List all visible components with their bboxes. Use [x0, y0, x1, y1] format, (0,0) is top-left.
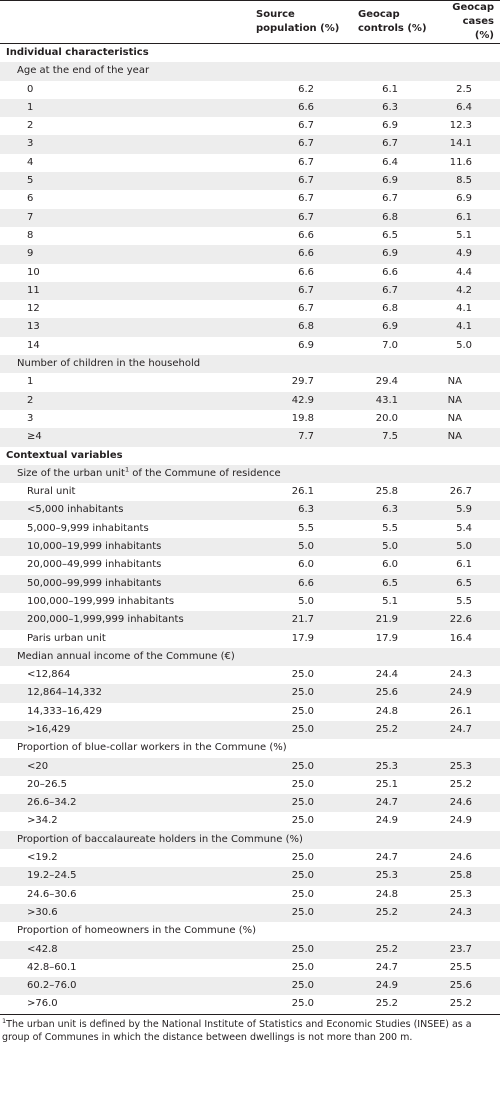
table-header — [0, 1, 500, 44]
geocap-controls-value: 25.3 — [342, 867, 430, 885]
table-row — [0, 520, 500, 538]
row-label: 26.6–34.2 — [0, 794, 248, 812]
table-row — [0, 227, 500, 245]
geocap-controls-value: 6.0 — [382, 559, 398, 571]
source-population-value: 25.0 — [248, 995, 342, 1014]
source-population-value: 25.0 — [291, 778, 314, 790]
source-population-value: 6.9 — [298, 339, 314, 351]
geocap-cases-value: 6.4 — [430, 99, 500, 117]
row-label: >76.0 — [0, 995, 248, 1014]
source-population-value: 25.0 — [291, 961, 314, 973]
source-population-value: 25.0 — [248, 684, 342, 702]
table-row — [0, 630, 500, 648]
table-row — [0, 941, 500, 959]
subheading-row — [0, 922, 500, 940]
geocap-cases-value: 14.1 — [430, 135, 500, 153]
source-population-value: 26.1 — [291, 486, 314, 498]
table-row — [0, 684, 500, 702]
table-row — [0, 264, 500, 282]
source-population-value: 6.7 — [298, 156, 314, 168]
geocap-controls-value: 25.1 — [375, 778, 398, 790]
geocap-controls-value: 6.7 — [342, 282, 430, 300]
source-population-value: 25.0 — [248, 758, 342, 776]
row-label: 4 — [27, 156, 34, 168]
table-row — [0, 812, 500, 830]
geocap-cases-value: 4.2 — [430, 282, 500, 300]
table-row — [0, 245, 500, 263]
geocap-controls-value: 24.4 — [375, 669, 398, 681]
geocap-cases-value: 26.7 — [449, 486, 472, 498]
source-population-value: 25.0 — [291, 888, 314, 900]
table-row — [0, 849, 500, 867]
table-row — [0, 593, 500, 611]
geocap-controls-value: 6.1 — [382, 83, 398, 95]
source-population-value: 25.0 — [248, 904, 342, 922]
source-population-value: 6.6 — [248, 245, 342, 263]
table-row — [0, 867, 500, 885]
geocap-controls-value: 6.8 — [342, 209, 430, 227]
geocap-controls-value: 29.4 — [375, 376, 398, 388]
geocap-controls-value: 7.0 — [382, 339, 398, 351]
header-geocap-cases: Geocap cases (%) — [430, 1, 500, 44]
geocap-cases-value: 25.3 — [430, 758, 500, 776]
geocap-cases-value: 4.9 — [430, 245, 500, 263]
row-label: 9 — [0, 245, 248, 263]
geocap-controls-value: 25.3 — [342, 758, 430, 776]
row-label: 5,000–9,999 inhabitants — [27, 522, 149, 534]
geocap-controls-value: 24.9 — [375, 815, 398, 827]
geocap-cases-value: NA — [447, 412, 462, 424]
row-label: <5,000 inhabitants — [0, 501, 248, 519]
table-row — [0, 611, 500, 629]
table-row — [0, 904, 500, 922]
subheading-label: Median annual income of the Commune (€) — [0, 648, 500, 666]
source-population-value: 25.0 — [248, 941, 342, 959]
subheading-row — [0, 355, 500, 373]
geocap-controls-value: 24.9 — [342, 977, 430, 995]
geocap-cases-value: 5.0 — [456, 339, 472, 351]
geocap-controls-value: 25.2 — [342, 941, 430, 959]
source-population-value: 6.6 — [298, 266, 314, 278]
table-row — [0, 117, 500, 135]
geocap-controls-value: 7.5 — [342, 428, 430, 446]
subheading-row — [0, 62, 500, 80]
row-label: <19.2 — [27, 852, 58, 864]
source-population-value: 6.7 — [248, 135, 342, 153]
source-population-value: 6.6 — [248, 99, 342, 117]
section-row — [0, 44, 500, 63]
subheading-row — [0, 648, 500, 666]
row-label: 10,000–19,999 inhabitants — [0, 538, 248, 556]
source-population-value: 25.0 — [291, 705, 314, 717]
row-label: Rural unit — [27, 486, 76, 498]
geocap-controls-value: 24.8 — [375, 888, 398, 900]
row-label: <12,864 — [27, 669, 71, 681]
geocap-controls-value: 24.7 — [375, 961, 398, 973]
row-label: 42.8–60.1 — [27, 961, 77, 973]
geocap-cases-value: 6.1 — [456, 559, 472, 571]
section-heading: Individual characteristics — [6, 47, 149, 58]
source-population-value: 6.3 — [248, 501, 342, 519]
geocap-cases-value: 6.1 — [430, 209, 500, 227]
geocap-controls-value: 6.9 — [342, 172, 430, 190]
row-label: >16,429 — [0, 721, 248, 739]
geocap-cases-value: 24.3 — [449, 669, 472, 681]
source-population-value: 6.7 — [298, 303, 314, 315]
row-label: 8 — [27, 229, 34, 241]
table-row — [0, 410, 500, 428]
table-row — [0, 154, 500, 172]
geocap-cases-value: 6.5 — [430, 575, 500, 593]
row-label: 0 — [27, 83, 34, 95]
header-source-population: Source population (%) — [248, 1, 342, 44]
source-population-value: 5.5 — [298, 522, 314, 534]
source-population-value: 19.8 — [291, 412, 314, 424]
geocap-controls-value: 25.2 — [342, 904, 430, 922]
source-population-value: 17.9 — [291, 632, 314, 644]
geocap-cases-value: 25.2 — [449, 778, 472, 790]
table-row — [0, 538, 500, 556]
row-label: >34.2 — [27, 815, 58, 827]
row-label: 12 — [27, 303, 40, 315]
geocap-cases-value: 5.4 — [456, 522, 472, 534]
geocap-controls-value: 43.1 — [342, 392, 430, 410]
source-population-value: 25.0 — [291, 852, 314, 864]
table-row — [0, 172, 500, 190]
geocap-controls-value: 17.9 — [375, 632, 398, 644]
row-label: 100,000–199,999 inhabitants — [27, 595, 175, 607]
row-label: 3 — [0, 135, 248, 153]
table-row — [0, 758, 500, 776]
subheading-label: Size of the urban unit$^1$ of the Commune of residence — [0, 465, 500, 483]
geocap-cases-value: 23.7 — [430, 941, 500, 959]
row-label: 2 — [0, 392, 248, 410]
table-row — [0, 300, 500, 318]
source-population-value: 42.9 — [248, 392, 342, 410]
header-label-column — [0, 1, 248, 44]
table-row — [0, 776, 500, 794]
geocap-cases-value: NA — [430, 428, 500, 446]
geocap-cases-value: 16.4 — [449, 632, 472, 644]
row-label: 60.2–76.0 — [0, 977, 248, 995]
row-label: 12,864–14,332 — [0, 684, 248, 702]
table-row — [0, 282, 500, 300]
geocap-cases-value: 22.6 — [430, 611, 500, 629]
source-population-value: 5.0 — [298, 595, 314, 607]
table-row — [0, 995, 500, 1014]
row-label: 5 — [0, 172, 248, 190]
table-row — [0, 373, 500, 391]
geocap-controls-value: 6.5 — [382, 229, 398, 241]
geocap-controls-value: 5.1 — [382, 595, 398, 607]
geocap-controls-value: 6.5 — [342, 575, 430, 593]
section-heading: Contextual variables — [6, 449, 123, 461]
source-population-value: 25.0 — [248, 721, 342, 739]
geocap-controls-value: 21.9 — [342, 611, 430, 629]
table-row — [0, 81, 500, 99]
geocap-cases-value: NA — [430, 392, 500, 410]
row-label: 50,000–99,999 inhabitants — [0, 575, 248, 593]
subheading-label: Number of children in the household — [0, 355, 500, 373]
geocap-cases-value: 24.7 — [430, 721, 500, 739]
row-label: 13 — [0, 318, 248, 336]
row-label: 10 — [27, 266, 40, 278]
table-row — [0, 703, 500, 721]
table-row — [0, 556, 500, 574]
source-population-value: 6.7 — [248, 209, 342, 227]
geocap-cases-value: 24.3 — [430, 904, 500, 922]
table-row — [0, 483, 500, 501]
table-row — [0, 318, 500, 336]
source-population-value: 6.8 — [248, 318, 342, 336]
header-geocap-controls: Geocap controls (%) — [342, 1, 430, 44]
row-label: <42.8 — [0, 941, 248, 959]
geocap-cases-value: 5.5 — [456, 595, 472, 607]
geocap-cases-value: 12.3 — [449, 120, 472, 132]
table-row — [0, 190, 500, 208]
row-label: 3 — [27, 412, 34, 424]
table-row — [0, 501, 500, 519]
geocap-cases-value: 4.1 — [456, 303, 472, 315]
subheading-label: Proportion of blue-collar workers in the Commune (%) — [17, 742, 287, 754]
geocap-controls-value: 25.8 — [375, 486, 398, 498]
geocap-cases-value: 25.5 — [449, 961, 472, 973]
geocap-cases-value: 25.6 — [430, 977, 500, 995]
subheading-row — [0, 739, 500, 757]
geocap-controls-value: 5.5 — [382, 522, 398, 534]
source-population-value: 25.0 — [248, 867, 342, 885]
source-population-value: 6.7 — [248, 172, 342, 190]
row-label: 19.2–24.5 — [0, 867, 248, 885]
geocap-cases-value: 4.1 — [430, 318, 500, 336]
source-population-value: 25.0 — [248, 794, 342, 812]
row-label: 1 — [0, 99, 248, 117]
geocap-controls-value: 20.0 — [375, 412, 398, 424]
geocap-controls-value: 6.7 — [342, 135, 430, 153]
row-label: 14 — [27, 339, 40, 351]
table-row — [0, 392, 500, 410]
geocap-cases-value: 5.0 — [430, 538, 500, 556]
geocap-cases-value: 2.5 — [456, 83, 472, 95]
geocap-controls-value: 24.7 — [342, 794, 430, 812]
table-row — [0, 99, 500, 117]
row-label: Paris urban unit — [27, 632, 106, 644]
source-population-value: 6.7 — [298, 120, 314, 132]
geocap-cases-value: 24.9 — [430, 684, 500, 702]
geocap-cases-value: 5.9 — [430, 501, 500, 519]
table-row — [0, 721, 500, 739]
geocap-controls-value: 25.2 — [342, 995, 430, 1014]
row-label: 6 — [27, 193, 34, 205]
geocap-controls-value: 6.3 — [342, 501, 430, 519]
geocap-cases-value: 24.6 — [430, 794, 500, 812]
geocap-controls-value: 6.3 — [342, 99, 430, 117]
geocap-cases-value: 24.9 — [449, 815, 472, 827]
geocap-controls-value: 6.7 — [382, 193, 398, 205]
source-population-value: 7.7 — [248, 428, 342, 446]
subheading-row — [0, 831, 500, 849]
geocap-controls-value: 6.8 — [382, 303, 398, 315]
table-row — [0, 428, 500, 446]
section-row — [0, 447, 500, 465]
subheading-row — [0, 465, 500, 483]
geocap-controls-value: 5.0 — [342, 538, 430, 556]
source-population-value: 6.6 — [248, 575, 342, 593]
geocap-controls-value: 24.7 — [375, 852, 398, 864]
table-footnote: $^1$The urban unit is defined by the National Institute of Statistics and Economic Studies (INSEE) as a group of Communes in which the distance between dwellings is not more than 200 m. — [2, 1016, 472, 1043]
geocap-cases-value: 25.2 — [430, 995, 500, 1014]
row-label: 24.6–30.6 — [27, 888, 77, 900]
geocap-controls-value: 6.6 — [382, 266, 398, 278]
geocap-cases-value: 26.1 — [449, 705, 472, 717]
subheading-label: Proportion of homeowners in the Commune (%) — [17, 925, 257, 937]
row-label: 7 — [0, 209, 248, 227]
geocap-cases-value: 5.1 — [456, 229, 472, 241]
row-label: 14,333–16,429 — [27, 705, 102, 717]
geocap-cases-value: 24.6 — [449, 852, 472, 864]
table-row — [0, 886, 500, 904]
row-label: 2 — [27, 120, 34, 132]
table-row — [0, 337, 500, 355]
source-population-value: 25.0 — [291, 815, 314, 827]
geocap-controls-value: 25.6 — [342, 684, 430, 702]
source-population-value: 6.6 — [298, 229, 314, 241]
source-population-value: 6.7 — [298, 193, 314, 205]
geocap-cases-value: 11.6 — [449, 156, 472, 168]
geocap-controls-value: 6.4 — [382, 156, 398, 168]
geocap-controls-value: 24.8 — [375, 705, 398, 717]
geocap-cases-value: 8.5 — [430, 172, 500, 190]
table-row — [0, 575, 500, 593]
subheading-label: Age at the end of the year — [0, 62, 500, 80]
source-population-value: 6.2 — [298, 83, 314, 95]
table-body — [0, 44, 500, 1015]
row-label: 20,000–49,999 inhabitants — [27, 559, 162, 571]
subheading-label: Proportion of baccalaureate holders in the Commune (%) — [0, 831, 500, 849]
table-row — [0, 794, 500, 812]
geocap-cases-value: 25.3 — [449, 888, 472, 900]
row-label: 1 — [27, 376, 34, 388]
table-row — [0, 977, 500, 995]
geocap-controls-value: 6.9 — [342, 245, 430, 263]
row-label: 20–26.5 — [27, 778, 67, 790]
source-population-value: 29.7 — [291, 376, 314, 388]
row-label: 11 — [0, 282, 248, 300]
geocap-cases-value: 4.4 — [456, 266, 472, 278]
table-row — [0, 959, 500, 977]
geocap-controls-value: 6.9 — [382, 120, 398, 132]
geocap-cases-value: 6.9 — [456, 193, 472, 205]
row-label: ≥4 — [0, 428, 248, 446]
source-population-value: 6.7 — [248, 282, 342, 300]
geocap-cases-value: NA — [447, 376, 462, 388]
source-population-value: 21.7 — [248, 611, 342, 629]
geocap-controls-value: 25.2 — [342, 721, 430, 739]
row-label: >30.6 — [0, 904, 248, 922]
table-row — [0, 209, 500, 227]
table-row — [0, 666, 500, 684]
source-population-value: 25.0 — [291, 669, 314, 681]
table-row — [0, 135, 500, 153]
source-population-value: 25.0 — [248, 977, 342, 995]
row-label: 200,000–1,999,999 inhabitants — [0, 611, 248, 629]
row-label: <20 — [0, 758, 248, 776]
geocap-controls-value: 6.9 — [342, 318, 430, 336]
source-population-value: 5.0 — [248, 538, 342, 556]
geocap-cases-value: 25.8 — [430, 867, 500, 885]
source-population-value: 6.0 — [298, 559, 314, 571]
